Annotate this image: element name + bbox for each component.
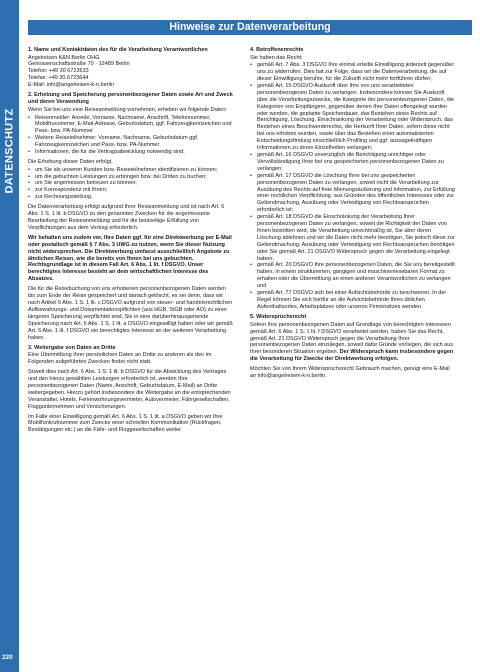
section-heading: 3. Weitergabe von Daten an Dritte: [28, 344, 116, 351]
list-item: • gemäß Art. 17 DSGVO die Löschung Ihrer bei uns gespeicherten personenbezogenen Daten zu verlangen, soweit nicht die Verarbeitung zur Ausübung des Rechts auf freie Meinungsäußerung und Information, zur Erfüllung einer rechtlichen Verpflichtung, aus Gründen des öffentlichen Interesses oder zur Geltendmachung, Ausübung oder Verteidigung von Rechtsansprüchen erforderlich ist;: [250, 173, 456, 214]
company-phone: Telefon: +49 30 6723633: [28, 68, 89, 75]
list-item: • gemäß Art. 16 DSGVO unverzüglich die Berichtigung unrichtiger oder Vervollständigung Ihrer bei uns gespeicherten personenbezogenen Daten zu verlangen;: [250, 152, 456, 173]
section-heading: 4. Betroffenenrechte: [250, 47, 304, 53]
section-data-collection: [28, 92, 234, 341]
paragraph: Wenn Sie bei uns eine Reiseanmeldung vornehmen, erheben wir folgende Daten:: [28, 106, 227, 113]
left-column: [28, 47, 234, 437]
right-column: [250, 47, 456, 383]
purpose-list: [28, 167, 234, 202]
paragraph: Die für die Reisebuchung von uns erhobenen personenbezogenen Daten werden bis zum Ende der Reise gespeichert und danach gelöscht, es sei denn, dass wir nach Artikel 6 Abs. 1 S. 1 lit. c DSGVO aufgrund von steuer- und handelsrechtlichen Aufbewahrungs- und Dokumentationspflichten (aus HGB, StGB oder AO) zu einer längeren Speicherung verpflichtet sind, Sie in eine darüberhinausgehende Speicherung nach Art. 6 Abs. 1 S. 1 lit. a DSGVO eingewilligt haben oder wir gemäß Art. 6 Abs. 1 lit. f DSGVO ein berechtigtes Interesse an der weiteren Verarbeitung haben.: [28, 286, 233, 341]
page-number: 220: [2, 654, 13, 661]
paragraph: Die Datenverarbeitung erfolgt aufgrund Ihrer Reiseanmeldung und ist nach Art. 6 Abs. 1 S. 1 lit. b DSGVO zu den genannten Zwecken für die angemessene Bearbeitung der Reiseanmeldung und für die beidseitige Erfüllung von Verpflichtungen aus dem Vertrag erforderlich.: [28, 204, 225, 231]
list-item: • um Sie als unseren Kunden bzw. Reiseteilnehmer identifizieren zu können;: [28, 167, 234, 174]
sidebar-title: [0, 91, 19, 211]
paragraph: Möchten Sie von Ihrem Widerspruchsrecht Gebrauch machen, genügt eine E-Mail an info@angelreisen-k-n.berlin.: [250, 366, 450, 380]
list-item: • zur Korrespondenz mit Ihnen;: [28, 187, 234, 194]
section-objection: [250, 314, 456, 380]
company-address: Genossenschaftsstraße 70 · 12489 Berlin: [28, 61, 130, 68]
page-title: Hinweise zur Datenverarbeitung: [28, 20, 472, 35]
paragraph-bold: Wir behalten uns zudem vor, Ihre Daten ggf. für eine Direktwerbung per E-Mail oder postalisch gemäß § 7 Abs. 3 UWG zu nutzen, wenn Sie dieser Nutzung nicht widersprechen. Die Direktwerbung umfasst ausschließlich Angebote zu ähnlichen Reisen, wie die bereits von Ihnen bei uns gebuchten. Rechtsgrundlage ist in diesem Fall Art. 6 Abs. 1 lit. f DSGVO. Unser berechtigtes Interesse besteht an dem wirtschaftlichen Interesse des Absatzes.: [28, 234, 232, 283]
list-item: • gemäß Art. 18 DSGVO die Einschränkung der Verarbeitung Ihrer personenbezogenen Daten zu verlangen, soweit die Richtigkeit der Daten von Ihnen bestritten wird, die Verarbeitung unrechtmäßig ist, Sie aber deren Löschung ablehnen und wir die Daten nicht mehr benötigen, Sie jedoch diese zur Geltendmachung, Ausübung oder Verteidigung von Rechtsansprüchen benötigen oder Sie gemäß Art. 21 DSGVO Widerspruch gegen die Verarbeitung eingelegt haben;: [250, 214, 456, 262]
section-rights: [250, 47, 456, 311]
list-item: • Weitere Reiseteilnehmer: Vorname, Nachname, Geburtsdatum ggf. Fahrzeugkennzeichen und Pass- bzw. PA-Nummer: [28, 135, 234, 149]
company-email: E-Mail: info@angelreisen-k-n.berlin: [28, 82, 114, 89]
section-heading: 2. Erhebung und Speicherung personenbezogener Daten sowie Art und Zweck und deren Verwendung: [28, 92, 233, 106]
paragraph: Soweit dies nach Art. 6 Abs. 1 S. 1 lit. b DSGVO für die Abwicklung des Vertrages und den hierzu gewählten Leistungen erforderlich ist, werden Ihre personenbezogenen Daten (Name, Anschrift, Geburtsdatum, E-Mail) an Dritte weitergegeben. Hierzu gehört insbesondere die Weitergabe an die entsprechenden Veranstalter, Hotels, Ferienwohnungsvermieter, Autovermieter, Fährgesellschaften, Fluggunternehmen und Versicherungen.: [28, 369, 231, 410]
paragraph-text: Sofern Ihre personenbezogenen Daten auf Grundlage von berechtigten Interessen gemäß Art. 6 Abs. 1 S. 1 lit. f DSGVO verarbeitet werden, haben Sie das Recht, gemäß Art. 21 DSGVO Widerspruch gegen die Verarbeitung Ihrer personenbezogenen Daten einzulegen, soweit dafür Gründe vorliegen, die sich aus Ihrer besonderen Situation ergeben.: [250, 321, 454, 356]
section-third-parties: [28, 345, 234, 434]
rights-list: [250, 62, 456, 311]
paragraph: Die Erhebung dieser Daten erfolgt,: [28, 158, 113, 165]
list-item: • zur Rechnungsstellung.: [28, 194, 234, 201]
section-heading: 5. Widerspruchsrecht: [250, 314, 307, 321]
list-item: • Reisenmelder: Anrede, Vorname, Nachname, Anschrift, Telefonnummer, Mobilfrunummer, E-Mail-Adresse, Geburtsdatum, ggf. Fahrzeugkennzeichen und Pass- bzw. PA-Nummer: [28, 115, 234, 136]
paragraph-bold: Der Widerspruch kann insbesondere gegen die Verarbeitung für Zwecke der Direktwerbung erfolgen.: [250, 349, 454, 363]
sidebar-label: DATENSCHUTZ: [3, 108, 16, 194]
section-contact: [28, 47, 234, 89]
list-item: • gemäß Art. 7 Abs. 3 DSGVO Ihre einmal erteilte Einwilligung jederzeit gegenüber uns zu widerrufen. Dies hat zur Folge, dass wir die Datenverarbeitung, die auf dieser Einwilligung beruhte, für die Zukunft nicht mehr fortführen dürfen;: [250, 62, 456, 83]
company-name: Angelreisen K&N.Berlin OHG: [28, 54, 100, 61]
list-item: • um die gebuchten Leistungen zu erbringen bzw. bei Dritten zu buchen;: [28, 174, 234, 181]
paragraph: [250, 322, 456, 363]
list-item: • Informationen, die für die Vertragsabwicklung notwendig sind.: [28, 149, 234, 156]
list-item: • gemäß Art. 15 DSGVO Auskunft über Ihre von uns verarbeiteten personenbezogenen Daten zu verlangen. Insbesondere können Sie Auskunft über die Verarbeitungszwecke, die Kategorie der personenbezogenen Daten, die Kategorien von Empfängern, gegenüber denen Ihre Daten offengelegt wurden oder werden, die geplante Speicherdauer, das Bestehen eines Rechts auf Berichtigung, Löschung, Einschränkung der Verarbeitung oder Widerspruch, das Bestehen eines Beschwerderechts, die Herkunft Ihrer Daten, sofern diese nicht bei uns erhoben wurden, sowie über das Bestehen einer automatisierten Entscheidungsfindung einschließlich Profiling und ggf. aussagekräftigen Informationen zu deren Einzelheiten verlangen;: [250, 83, 456, 152]
data-list: [28, 115, 234, 156]
company-fax: Telefax: +49 30 6723644: [28, 75, 89, 82]
section-heading: 1. Name und Kontaktdaten des für die Verarbeitung Verantwortlichen: [28, 47, 208, 53]
paragraph: Sie haben das Recht:: [250, 54, 303, 61]
list-item: • um Sie angemessen betreuen zu können;: [28, 180, 234, 187]
paragraph: Im Falle einer Einwilligung gemäß Art. 6 Abs. 1 S. 1 lit. a DSGVO geben wir Ihre Mobilfunkrufnummer zum Zwecke einer schnellen Kommunikation (Rückfragen, Bestätigungen etc.) an die Fähr- und Fluggesellschaften weiter.: [28, 413, 223, 434]
list-item: • gemäß Art. 77 DSGVO sich bei einer Aufsichtsbehörde zu beschweren. In der Regel können Sie sich hierfür an die Aufsichtsbehörde Ihres üblichen Aufenthaltsortes, Arbeitsplatzes oder unseres Firmensitzes wenden.: [250, 290, 456, 311]
paragraph: Eine Übermittlung Ihrer persönlichen Daten an Dritte zu anderen als den im Folgenden aufgeführten Zwecken findet nicht statt.: [28, 352, 212, 366]
list-item: • gemäß Art. 20 DSGVO Ihre personenbezogenen Daten, die Sie uns bereitgestellt haben, in einem strukturierten, gängigen und maschinenlesebaren Format zu erhalten oder die Übermittlung an einen anderen Verantwortlichen zu verlangen und: [250, 262, 456, 290]
